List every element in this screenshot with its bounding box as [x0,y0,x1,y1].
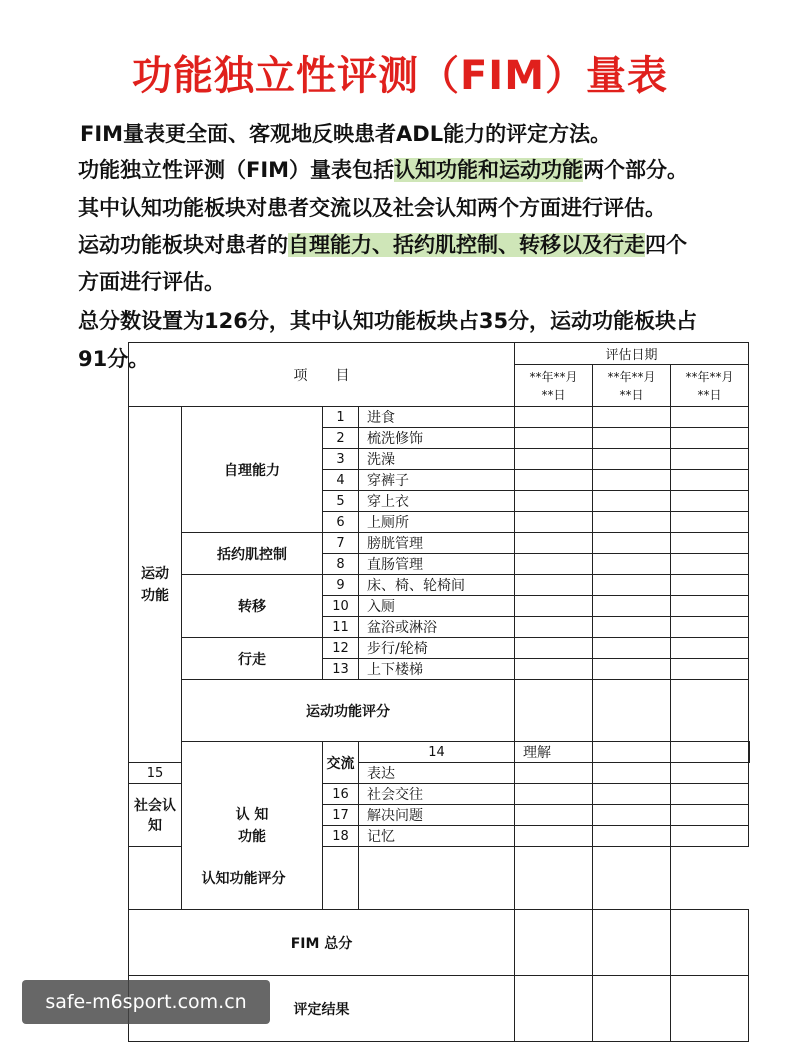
item-no: 14 [359,742,515,763]
score-cell[interactable] [671,910,749,976]
page-title: 功能独立性评测（FIM）量表 [131,53,668,99]
intro-line-3: 其中认知功能板块对患者交流以及社会认知两个方面进行评估。 [78,196,666,220]
score-cell[interactable] [593,449,671,470]
score-cell[interactable] [593,784,671,805]
fim-total-label: FIM 总分 [129,910,515,976]
item-name: 上下楼梯 [359,659,515,680]
header-date-3: **年**月 **日 [671,365,749,407]
score-cell[interactable] [671,742,749,763]
score-cell[interactable] [593,763,671,784]
score-cell[interactable] [749,742,750,763]
score-cell[interactable] [593,680,671,742]
item-no: 3 [323,449,359,470]
item-no: 1 [323,407,359,428]
score-cell[interactable] [671,491,749,512]
score-cell[interactable] [515,470,593,491]
score-cell[interactable] [515,784,593,805]
item-name: 步行/轮椅 [359,638,515,659]
score-cell[interactable] [593,826,671,847]
watermark-badge: safe-m6sport.com.cn [22,980,270,1024]
score-cell[interactable] [671,805,749,826]
score-cell[interactable] [593,575,671,596]
item-no: 18 [323,826,359,847]
score-cell[interactable] [515,449,593,470]
item-name: 解决问题 [359,805,515,826]
intro-line-4 [78,229,687,259]
cognitive-score-label: 认知功能评分 [129,847,359,910]
score-cell[interactable] [671,617,749,638]
item-no: 12 [323,638,359,659]
item-name: 上厕所 [359,512,515,533]
intro-line-5: 方面进行评估。 [78,270,225,294]
item-no: 15 [129,763,182,784]
score-cell[interactable] [515,659,593,680]
score-cell[interactable] [671,449,749,470]
score-cell[interactable] [515,680,593,742]
item-name: 直肠管理 [359,554,515,575]
header-item: 项 目 [129,343,515,407]
score-cell[interactable] [593,847,671,910]
group-transfer: 转移 [182,575,323,638]
intro-line-2 [78,154,688,184]
intro-line-4-b: 四个 [645,233,687,257]
score-cell[interactable] [515,554,593,575]
score-cell[interactable] [593,910,671,976]
motor-score-label: 运动功能评分 [182,680,515,742]
item-name: 穿裤子 [359,470,515,491]
item-no: 17 [323,805,359,826]
item-no: 10 [323,596,359,617]
score-cell[interactable] [515,596,593,617]
header-eval-date: 评估日期 [515,343,749,365]
intro-line-4-a: 运动功能板块对患者的 [78,233,288,257]
item-no: 8 [323,554,359,575]
result-label: 评定结果 [129,976,515,1042]
item-name: 社会交往 [359,784,515,805]
score-cell[interactable] [593,533,671,554]
score-cell[interactable] [515,638,593,659]
score-cell[interactable] [671,638,749,659]
group-walking: 行走 [182,638,323,680]
section-cognitive: 认 知 功能 [182,742,323,910]
item-no: 11 [323,617,359,638]
item-name: 入厕 [359,596,515,617]
score-cell[interactable] [593,554,671,575]
score-cell[interactable] [515,575,593,596]
item-no: 6 [323,512,359,533]
score-cell[interactable] [671,976,749,1042]
item-name: 进食 [359,407,515,428]
score-cell[interactable] [671,533,749,554]
intro-line-1: FIM量表更全面、客观地反映患者ADL能力的评定方法。 [80,122,612,146]
score-cell[interactable] [593,491,671,512]
score-cell[interactable] [515,617,593,638]
group-self-care: 自理能力 [182,407,323,533]
item-no: 2 [323,428,359,449]
group-communication: 交流 [323,742,359,784]
score-cell[interactable] [671,554,749,575]
group-sphincter: 括约肌控制 [182,533,323,575]
score-cell[interactable] [593,512,671,533]
score-cell[interactable] [515,512,593,533]
score-cell[interactable] [593,638,671,659]
score-cell[interactable] [515,910,593,976]
item-name: 表达 [359,763,515,784]
score-cell[interactable] [593,805,671,826]
item-name: 记忆 [359,826,515,847]
score-cell[interactable] [671,763,749,784]
score-cell[interactable] [515,805,593,826]
item-no: 13 [323,659,359,680]
score-cell[interactable] [593,976,671,1042]
group-social: 社会认知 [129,784,182,847]
score-cell[interactable] [671,784,749,805]
score-cell[interactable] [671,428,749,449]
item-name: 洗澡 [359,449,515,470]
item-no: 4 [323,470,359,491]
score-cell[interactable] [515,763,593,784]
highlight-motor-areas: 自理能力、括约肌控制、转移以及行走 [288,233,645,257]
score-cell[interactable] [515,826,593,847]
item-no: 16 [323,784,359,805]
score-cell[interactable] [593,470,671,491]
item-name: 理解 [515,742,593,763]
score-cell[interactable] [515,847,593,910]
intro-line-6: 总分数设置为126分，其中认知功能板块占35分，运动功能板块占 [78,309,698,333]
score-cell[interactable] [593,659,671,680]
score-cell[interactable] [671,596,749,617]
item-name: 穿上衣 [359,491,515,512]
score-cell[interactable] [515,976,593,1042]
section-motor: 运动 功能 [129,407,182,763]
item-no: 7 [323,533,359,554]
score-cell[interactable] [671,407,749,428]
item-no: 9 [323,575,359,596]
intro-line-2-b: 两个部分。 [583,158,689,182]
score-cell[interactable] [593,407,671,428]
score-cell[interactable] [515,428,593,449]
score-cell[interactable] [593,428,671,449]
score-cell[interactable] [671,470,749,491]
item-name: 梳洗修饰 [359,428,515,449]
header-date-1: **年**月 **日 [515,365,593,407]
item-name: 膀胱管理 [359,533,515,554]
highlight-cognitive-motor: 认知功能和运动功能 [394,158,584,182]
item-name: 盆浴或淋浴 [359,617,515,638]
header-date-2: **年**月 **日 [593,365,671,407]
score-cell[interactable] [593,742,671,763]
score-cell[interactable] [671,512,749,533]
score-cell[interactable] [671,680,749,742]
intro-line-7: 91分。 [78,347,150,371]
score-cell[interactable] [671,575,749,596]
fim-table [128,342,750,1042]
score-cell[interactable] [515,533,593,554]
score-cell[interactable] [515,491,593,512]
score-cell[interactable] [593,617,671,638]
score-cell[interactable] [671,659,749,680]
score-cell[interactable] [515,407,593,428]
item-name: 床、椅、轮椅间 [359,575,515,596]
score-cell[interactable] [671,826,749,847]
score-cell[interactable] [593,596,671,617]
item-no: 5 [323,491,359,512]
intro-line-2-a: 功能独立性评测（FIM）量表包括 [78,158,395,182]
score-cell[interactable] [359,847,515,910]
